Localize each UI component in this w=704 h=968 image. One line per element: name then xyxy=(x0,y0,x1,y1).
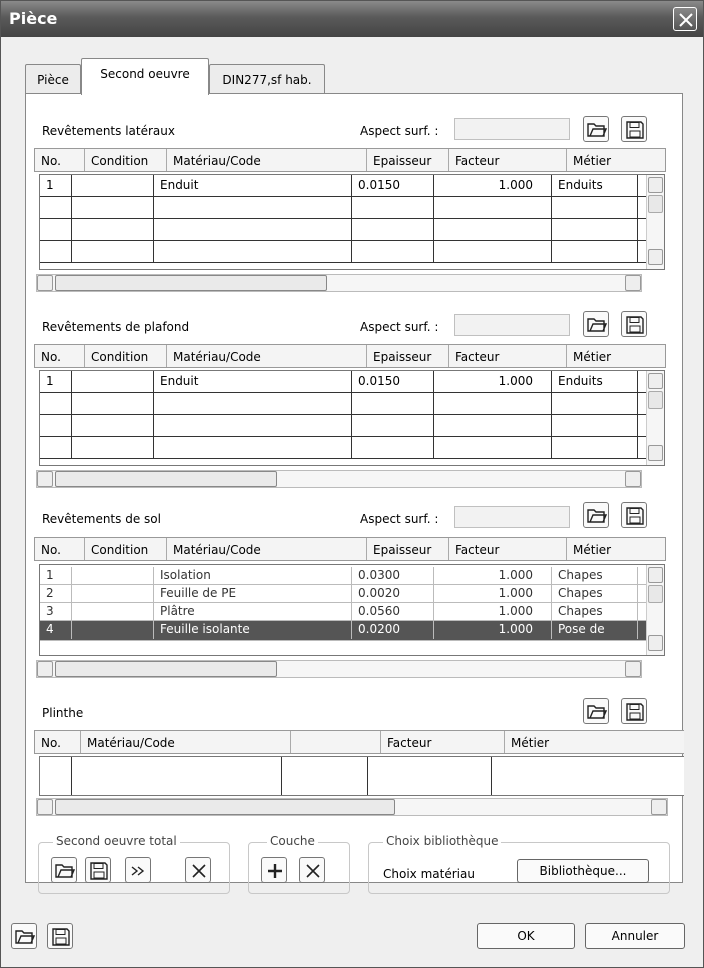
lateraux-open-button[interactable] xyxy=(583,116,609,142)
cell-condition[interactable] xyxy=(72,175,154,197)
scroll-thumb[interactable] xyxy=(55,471,277,487)
cell-blank[interactable] xyxy=(282,757,368,795)
col-header[interactable]: No. xyxy=(35,731,81,754)
sol-header xyxy=(34,537,666,561)
cell-material[interactable]: Isolation xyxy=(154,567,352,585)
sol-title: Revêtements de sol xyxy=(42,512,161,526)
cell-metier[interactable] xyxy=(552,219,638,241)
footer-open-button[interactable] xyxy=(11,923,37,949)
cell-material[interactable]: Plâtre xyxy=(154,603,352,621)
cell-facteur[interactable] xyxy=(434,241,552,263)
close-button[interactable] xyxy=(673,7,697,31)
scroll-left-arrow[interactable] xyxy=(37,661,53,677)
plafond-save-button[interactable] xyxy=(621,311,647,337)
cell-metier[interactable]: Chapes xyxy=(552,603,638,621)
cell-material[interactable]: Enduit xyxy=(154,175,352,197)
title-bar xyxy=(1,1,703,37)
plinthe-header xyxy=(34,730,684,754)
scroll-down-arrow[interactable] xyxy=(648,635,663,651)
plinthe-title: Plinthe xyxy=(42,706,84,720)
col-header[interactable]: Facteur xyxy=(449,345,567,368)
tab-piece[interactable]: Pièce xyxy=(25,64,81,94)
col-header[interactable]: Facteur xyxy=(449,538,567,561)
cell-condition[interactable] xyxy=(72,567,154,585)
plinthe-save-button[interactable] xyxy=(621,698,647,724)
plafond-aspect-input[interactable] xyxy=(454,314,570,336)
cell-facteur[interactable]: 1.000 xyxy=(434,371,552,393)
cell-no[interactable] xyxy=(40,219,72,241)
window-title: Pièce xyxy=(9,9,58,28)
cell-facteur[interactable] xyxy=(368,757,492,795)
lateraux-header xyxy=(34,148,666,172)
open-folder-icon xyxy=(587,120,607,138)
scroll-up-arrow[interactable] xyxy=(648,567,663,583)
col-header[interactable] xyxy=(291,731,381,754)
cell-no[interactable] xyxy=(40,415,72,437)
cell-no[interactable]: 1 xyxy=(40,567,72,585)
cell-epaisseur[interactable] xyxy=(352,415,434,437)
cell-metier[interactable] xyxy=(552,241,638,263)
plinthe-hscroll[interactable] xyxy=(36,798,668,816)
lateraux-vscroll[interactable] xyxy=(646,175,664,269)
cell-metier[interactable]: Pose de xyxy=(552,621,638,639)
cell-metier[interactable]: Chapes xyxy=(552,567,638,585)
save-disk-icon xyxy=(625,506,645,526)
cell-epaisseur[interactable] xyxy=(352,393,434,415)
cell-material[interactable] xyxy=(154,241,352,263)
cell-condition[interactable] xyxy=(72,437,154,459)
sol-open-button[interactable] xyxy=(583,502,609,528)
tab-panel xyxy=(25,93,683,883)
lateraux-aspect-label: Aspect surf. : xyxy=(360,124,439,138)
table-row[interactable] xyxy=(40,585,664,603)
col-header[interactable]: Condition xyxy=(85,538,167,561)
cell-condition[interactable] xyxy=(72,585,154,603)
cell-metier[interactable] xyxy=(492,757,684,795)
cancel-button[interactable]: Annuler xyxy=(585,923,685,949)
cell-facteur[interactable]: 1.000 xyxy=(434,567,552,585)
cell-condition[interactable] xyxy=(72,415,154,437)
cell-condition[interactable] xyxy=(72,621,154,639)
table-row[interactable] xyxy=(40,757,684,795)
plafond-title: Revêtements de plafond xyxy=(42,320,190,334)
col-header[interactable]: Matériau/Code xyxy=(81,731,291,754)
cell-condition[interactable] xyxy=(72,219,154,241)
group-choix-bibliotheque xyxy=(368,834,670,894)
couche-add-button[interactable] xyxy=(261,857,287,883)
cell-epaisseur[interactable]: 0.0300 xyxy=(352,567,434,585)
table-row[interactable] xyxy=(40,197,664,219)
table-row[interactable] xyxy=(40,219,664,241)
table-row[interactable] xyxy=(40,175,664,197)
scroll-thumb[interactable] xyxy=(55,661,277,677)
sol-grid xyxy=(39,564,665,656)
open-folder-icon xyxy=(587,702,607,720)
delete-x-icon xyxy=(189,861,209,881)
cell-facteur[interactable] xyxy=(434,393,552,415)
cell-material[interactable] xyxy=(154,415,352,437)
table-row[interactable] xyxy=(40,415,664,437)
col-header[interactable]: Matériau/Code xyxy=(167,538,367,561)
scroll-right-arrow[interactable] xyxy=(625,661,641,677)
col-header[interactable]: No. xyxy=(35,345,85,368)
cell-facteur[interactable] xyxy=(434,437,552,459)
cell-no[interactable] xyxy=(40,197,72,219)
scroll-down-arrow[interactable] xyxy=(648,249,663,265)
plafond-grid xyxy=(39,370,665,466)
lateraux-save-button[interactable] xyxy=(621,116,647,142)
open-folder-icon xyxy=(587,506,607,524)
cell-material[interactable] xyxy=(72,757,282,795)
group-couche xyxy=(248,834,350,894)
cell-metier[interactable]: Enduits xyxy=(552,175,638,197)
cell-facteur[interactable]: 1.000 xyxy=(434,621,552,639)
cell-material[interactable]: Feuille de PE xyxy=(154,585,352,603)
scroll-right-arrow[interactable] xyxy=(651,799,667,815)
col-header[interactable]: Facteur xyxy=(381,731,505,754)
group-couche-label: Couche xyxy=(267,834,318,848)
cell-no[interactable]: 1 xyxy=(40,175,72,197)
open-folder-icon xyxy=(55,861,75,879)
lateraux-hscroll[interactable] xyxy=(36,274,642,292)
cell-no[interactable] xyxy=(40,241,72,263)
plafond-hscroll[interactable] xyxy=(36,470,642,488)
cell-no[interactable] xyxy=(40,393,72,415)
sol-vscroll[interactable] xyxy=(646,565,664,655)
tab-second-oeuvre[interactable]: Second oeuvre xyxy=(81,58,209,95)
plinthe-open-button[interactable] xyxy=(583,698,609,724)
cell-material[interactable] xyxy=(154,197,352,219)
scroll-left-arrow[interactable] xyxy=(37,471,53,487)
lateraux-grid xyxy=(39,174,665,270)
cell-epaisseur[interactable]: 0.0200 xyxy=(352,621,434,639)
col-header[interactable]: Métier xyxy=(573,543,612,557)
delete-x-icon xyxy=(303,861,323,881)
plafond-aspect-label: Aspect surf. : xyxy=(360,320,439,334)
cell-no[interactable]: 4 xyxy=(40,621,72,639)
bibliotheque-button[interactable]: Bibliothèque... xyxy=(517,859,649,883)
scroll-thumb[interactable] xyxy=(55,275,327,291)
cell-material[interactable] xyxy=(154,437,352,459)
add-plus-icon xyxy=(265,861,285,881)
close-icon xyxy=(678,12,694,28)
group-biblio-label: Choix bibliothèque xyxy=(383,834,501,848)
cell-no[interactable]: 2 xyxy=(40,585,72,603)
col-header[interactable]: No. xyxy=(35,538,85,561)
table-row[interactable] xyxy=(40,437,664,459)
col-header[interactable]: Epaisseur xyxy=(367,345,449,368)
col-header[interactable]: Métier xyxy=(511,736,550,750)
scroll-left-arrow[interactable] xyxy=(37,799,53,815)
scroll-up-arrow[interactable] xyxy=(648,177,663,193)
lateraux-title: Revêtements latéraux xyxy=(42,124,175,138)
cell-condition[interactable] xyxy=(72,371,154,393)
cell-epaisseur[interactable] xyxy=(352,219,434,241)
cell-metier[interactable]: Enduits xyxy=(552,371,638,393)
cell-material[interactable] xyxy=(154,219,352,241)
save-disk-icon xyxy=(625,120,645,140)
cell-facteur[interactable]: 1.000 xyxy=(434,585,552,603)
cell-no[interactable] xyxy=(40,757,72,795)
cell-metier[interactable]: Chapes xyxy=(552,585,638,603)
cell-condition[interactable] xyxy=(72,603,154,621)
plafond-open-button[interactable] xyxy=(583,311,609,337)
plinthe-grid xyxy=(39,756,684,796)
table-row[interactable] xyxy=(40,371,664,393)
cell-epaisseur[interactable] xyxy=(352,437,434,459)
table-row[interactable] xyxy=(40,603,664,621)
tab-din277[interactable]: DIN277,sf hab. xyxy=(209,64,325,94)
lateraux-aspect-input[interactable] xyxy=(454,118,570,140)
choix-materiau-label: Choix matériau xyxy=(383,867,475,881)
col-header[interactable]: Condition xyxy=(85,345,167,368)
sol-aspect-label: Aspect surf. : xyxy=(360,512,439,526)
second-oeuvre-transfer-button[interactable] xyxy=(125,857,151,883)
scroll-right-arrow[interactable] xyxy=(625,471,641,487)
cell-metier[interactable] xyxy=(552,415,638,437)
table-row[interactable] xyxy=(40,567,664,585)
transfer-icon xyxy=(129,861,149,881)
cell-epaisseur[interactable]: 0.0020 xyxy=(352,585,434,603)
group-second-oeuvre-total xyxy=(38,834,230,894)
cell-metier[interactable] xyxy=(552,437,638,459)
second-oeuvre-save-button[interactable] xyxy=(85,857,111,883)
cell-facteur[interactable] xyxy=(434,415,552,437)
cell-metier[interactable] xyxy=(552,197,638,219)
save-disk-icon xyxy=(51,927,71,947)
scroll-thumb[interactable] xyxy=(648,585,663,603)
col-header[interactable]: Matériau/Code xyxy=(167,149,367,172)
sol-aspect-input[interactable] xyxy=(454,506,570,528)
table-row[interactable] xyxy=(40,241,664,263)
cell-material[interactable]: Feuille isolante xyxy=(154,621,352,639)
table-row[interactable] xyxy=(40,393,664,415)
open-folder-icon xyxy=(587,315,607,333)
second-oeuvre-delete-button[interactable] xyxy=(185,857,211,883)
plafond-vscroll[interactable] xyxy=(646,371,664,465)
cell-material[interactable] xyxy=(154,393,352,415)
group-second-oeuvre-label: Second oeuvre total xyxy=(53,834,180,848)
cell-facteur[interactable] xyxy=(434,219,552,241)
cell-epaisseur[interactable]: 0.0560 xyxy=(352,603,434,621)
cell-material[interactable]: Enduit xyxy=(154,371,352,393)
save-disk-icon xyxy=(625,702,645,722)
cell-epaisseur[interactable] xyxy=(352,241,434,263)
scroll-down-arrow[interactable] xyxy=(648,445,663,461)
open-folder-icon xyxy=(15,927,35,945)
col-header[interactable]: Epaisseur xyxy=(367,538,449,561)
cell-epaisseur[interactable] xyxy=(352,197,434,219)
scroll-thumb[interactable] xyxy=(648,391,663,409)
ok-button[interactable]: OK xyxy=(477,923,575,949)
col-header[interactable]: Matériau/Code xyxy=(167,345,367,368)
sol-hscroll[interactable] xyxy=(36,660,642,678)
cell-facteur[interactable]: 1.000 xyxy=(434,175,552,197)
col-header[interactable]: Facteur xyxy=(449,149,567,172)
save-disk-icon xyxy=(89,861,109,881)
col-header[interactable]: Métier xyxy=(573,350,612,364)
col-header[interactable]: Métier xyxy=(573,154,612,168)
scroll-right-arrow[interactable] xyxy=(625,275,641,291)
cell-condition[interactable] xyxy=(72,241,154,263)
cell-condition[interactable] xyxy=(72,393,154,415)
scroll-left-arrow[interactable] xyxy=(37,275,53,291)
scroll-thumb[interactable] xyxy=(55,799,395,815)
col-header[interactable]: Condition xyxy=(85,149,167,172)
cell-epaisseur[interactable]: 0.0150 xyxy=(352,371,434,393)
col-header[interactable]: Epaisseur xyxy=(367,149,449,172)
scroll-thumb[interactable] xyxy=(648,195,663,213)
cell-facteur[interactable] xyxy=(434,197,552,219)
col-header[interactable]: No. xyxy=(35,149,85,172)
scroll-up-arrow[interactable] xyxy=(648,373,663,389)
second-oeuvre-open-button[interactable] xyxy=(51,857,77,883)
cell-facteur[interactable]: 1.000 xyxy=(434,603,552,621)
cell-metier[interactable] xyxy=(552,393,638,415)
table-row-selected[interactable] xyxy=(40,621,664,641)
cell-epaisseur[interactable]: 0.0150 xyxy=(352,175,434,197)
sol-save-button[interactable] xyxy=(621,502,647,528)
cell-condition[interactable] xyxy=(72,197,154,219)
cell-no[interactable]: 3 xyxy=(40,603,72,621)
save-disk-icon xyxy=(625,315,645,335)
plafond-header xyxy=(34,344,666,368)
footer-save-button[interactable] xyxy=(47,923,73,949)
cell-no[interactable]: 1 xyxy=(40,371,72,393)
cell-no[interactable] xyxy=(40,437,72,459)
couche-delete-button[interactable] xyxy=(299,857,325,883)
